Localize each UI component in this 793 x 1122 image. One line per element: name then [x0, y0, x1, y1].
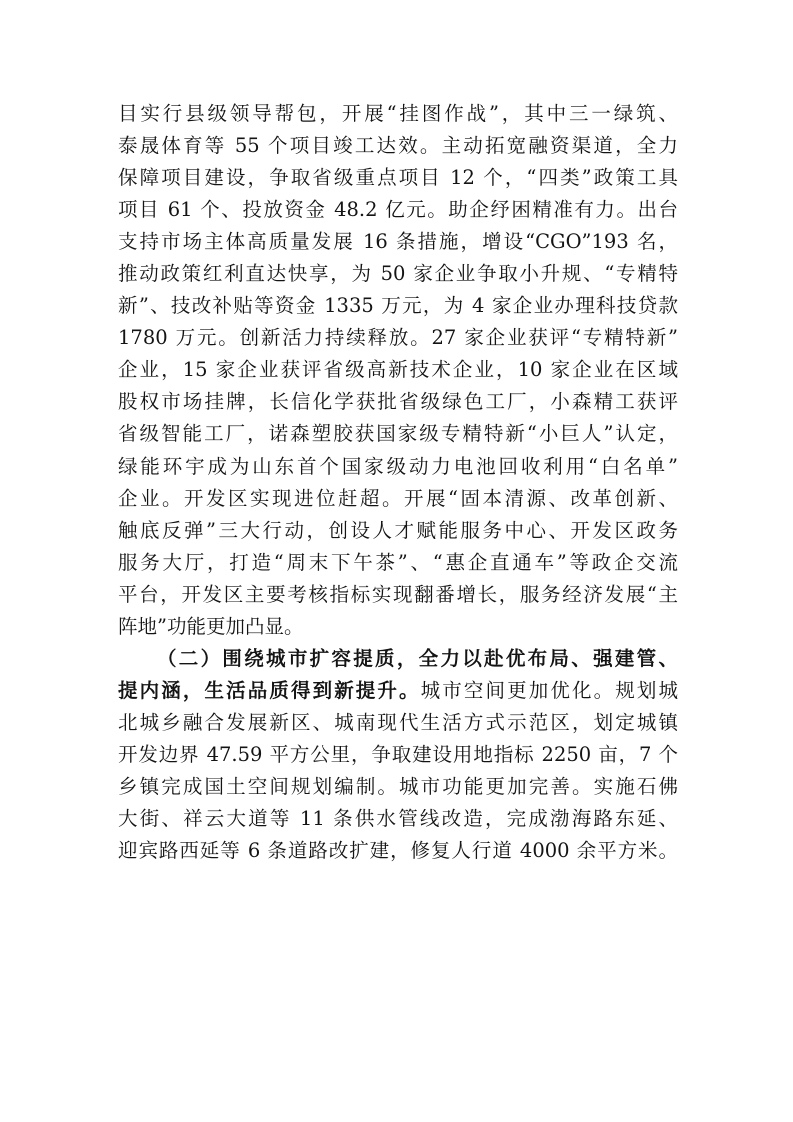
text-line: 推动政策红利直达快享，为 50 家企业争取小升规、“专精特	[118, 262, 678, 286]
text-line: 省级智能工厂，诺森塑胶获国家级专精特新“小巨人”认定，	[118, 422, 678, 446]
text-line: 阵地”功能更加凸显。	[118, 614, 304, 638]
text-line: 迎宾路西延等 6 条道路改扩建，修复人行道 4000 余平方米。	[118, 839, 678, 863]
text-line	[118, 675, 678, 707]
text-line: 企业。开发区实现进位赶超。开展“固本清源、改革创新、	[118, 486, 678, 510]
text-line: 泰晟体育等 55 个项目竣工达效。主动拓宽融资渠道，全力	[118, 134, 678, 158]
text-line: 服务大厅，打造“周末下午茶”、“惠企直通车”等政企交流	[118, 550, 678, 574]
text-line: 新”、技改补贴等资金 1335 万元，为 4 家企业办理科技贷款	[118, 294, 678, 318]
text-line: 企业，15 家企业获评省级高新技术企业，10 家企业在区域	[118, 358, 678, 382]
text-line: 开发边界 47.59 平方公里，争取建设用地指标 2250 亩，7 个	[118, 742, 678, 766]
text-line: 项目 61 个、投放资金 48.2 亿元。助企纾困精准有力。出台	[118, 198, 678, 222]
text-line: 股权市场挂牌，长信化学获批省级绿色工厂，小森精工获评	[118, 390, 678, 414]
section-heading: （二）围绕城市扩容提质，全力以赴优布局、强建管、	[157, 646, 678, 670]
text-line: 大街、祥云大道等 11 条供水管线改造，完成渤海路东延、	[118, 807, 678, 831]
text-line: 保障项目建设，争取省级重点项目 12 个，“四类”政策工具	[118, 166, 678, 190]
section-heading-continued: 提内涵，生活品质得到新提升。	[118, 678, 421, 702]
body-text	[118, 98, 678, 867]
text-line: 目实行县级领导帮包，开展“挂图作战”，其中三一绿筑、	[118, 102, 678, 125]
text-line: 1780 万元。创新活力持续释放。27 家企业获评“专精特新”	[118, 326, 678, 350]
text-line: 触底反弹”三大行动，创设人才赋能服务中心、开发区政务	[118, 518, 678, 542]
text-line-rest: 城市空间更加优化。规划城	[420, 678, 678, 702]
text-line: 绿能环宇成为山东首个国家级动力电池回收利用“白名单”	[118, 454, 678, 478]
text-line: 乡镇完成国土空间规划编制。城市功能更加完善。实施石佛	[118, 774, 678, 798]
text-line: 支持市场主体高质量发展 16 条措施，增设“CGO”193 名，	[118, 230, 678, 254]
text-line: 北城乡融合发展新区、城南现代生活方式示范区，划定城镇	[118, 710, 678, 734]
text-line: 平台，开发区主要考核指标实现翻番增长，服务经济发展“主	[118, 582, 678, 606]
